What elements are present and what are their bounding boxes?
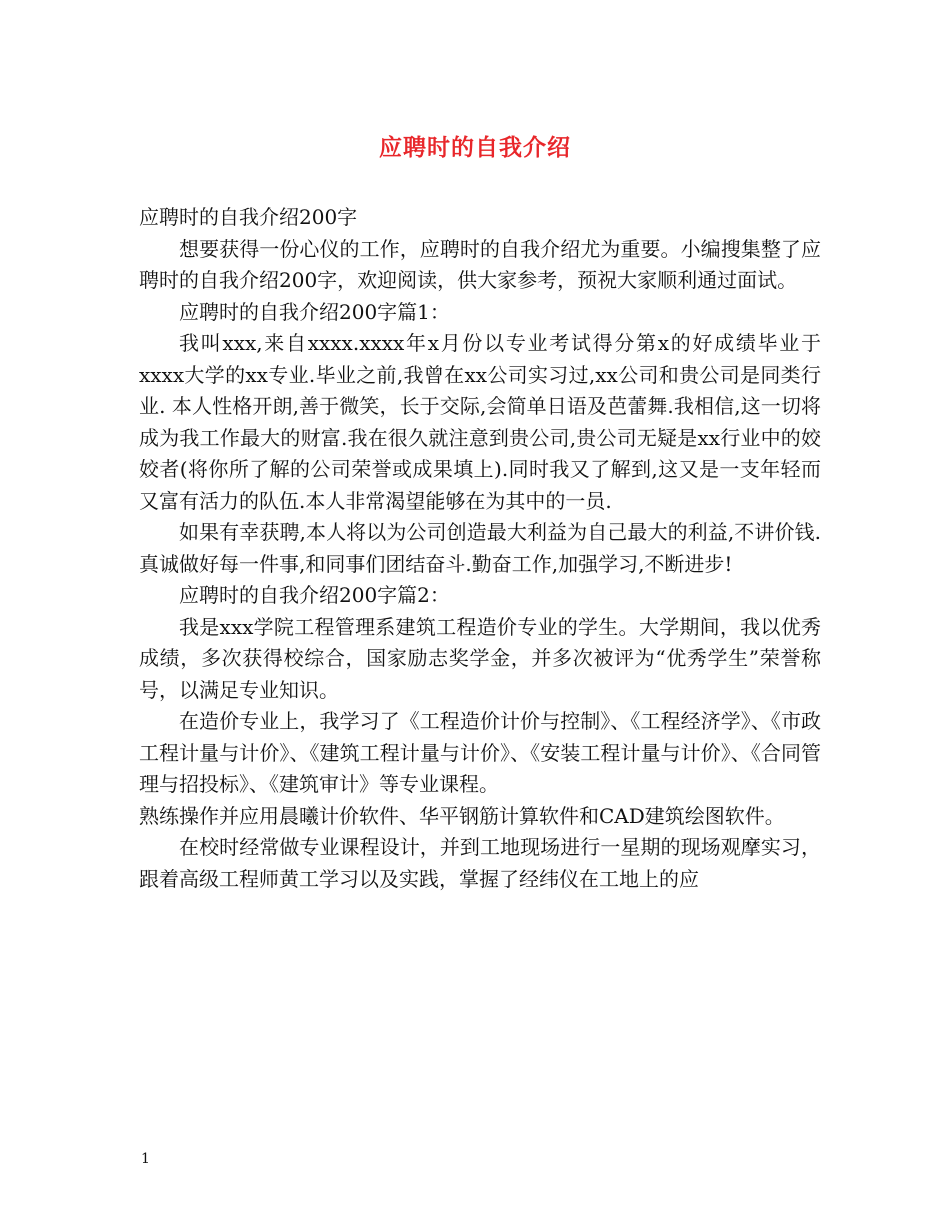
paragraph-sample-1: 我叫xxx,来自xxxx.xxxx年x月份以专业考试得分第x的好成绩毕业于xxxx大学的xx专业.毕业之前,我曾在xx公司实习过,xx公司和贵公司是同类行业. 本人性格开朗,善于微笑，长于交际,会简单日语及芭蕾舞.我相信,这一切将成为我工作最大的财富.我在很久就注意到贵公司,贵公司无疑是xx行业中的姣姣者(将你所了解的公司荣誉或成果填上).同时我又了解到,这又是一支年轻而又富有活力的队伍.本人非常渴望能够在为其中的一员.	[139, 331, 821, 513]
document-body	[139, 202, 821, 895]
paragraph-sample-1-closing: 如果有幸获聘,本人将以为公司创造最大利益为自己最大的利益,不讲价钱.真诚做好每一件事,和同事们团结奋斗.勤奋工作,加强学习,不断进步!	[139, 520, 821, 576]
paragraph-subtitle: 应聘时的自我介绍200字	[139, 205, 358, 229]
paragraph-software: 熟练操作并应用晨曦计价软件、华平钢筋计算软件和CAD建筑绘图软件。	[139, 803, 785, 828]
paragraph-heading-1: 应聘时的自我介绍200字篇1：	[179, 299, 450, 324]
paragraph-sample-2: 我是xxx学院工程管理系建筑工程造价专业的学生。大学期间，我以优秀成绩，多次获得校综合，国家励志奖学金，并多次被评为“优秀学生”荣誉称号，以满足专业知识。	[139, 614, 821, 702]
paragraph-heading-2: 应聘时的自我介绍200字篇2：	[179, 583, 450, 607]
paragraph-courses: 在造价专业上，我学习了《工程造价计价与控制》、《工程经济学》、《市政工程计量与计价》、《建筑工程计量与计价》、《安装工程计量与计价》、《合同管理与招投标》、《建筑审计》等专业课程。	[139, 709, 821, 796]
paragraph-intro: 想要获得一份心仪的工作，应聘时的自我介绍尤为重要。小编搜集整了应聘时的自我介绍200字，欢迎阅读，供大家参考，预祝大家顺利通过面试。	[139, 236, 821, 292]
paragraph-practice: 在校时经常做专业课程设计，并到工地现场进行一星期的现场观摩实习，跟着高级工程师黄工学习以及实践，掌握了经纬仪在工地上的应	[139, 835, 821, 891]
page-number: 1	[141, 1151, 150, 1167]
document-title: 应聘时的自我介绍	[379, 134, 571, 161]
